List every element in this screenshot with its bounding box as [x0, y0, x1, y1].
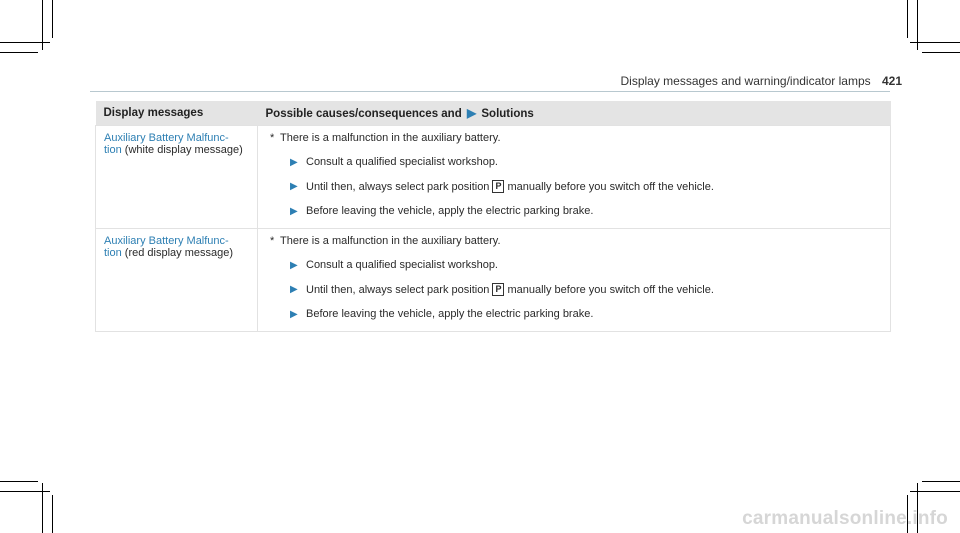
step-arrow-icon: ▶ [290, 157, 298, 168]
solution-step [290, 308, 882, 321]
crop-mark [0, 481, 38, 482]
col2-header-suffix: Solutions [481, 108, 534, 120]
solution-step [290, 259, 882, 272]
page-number: 421 [881, 74, 902, 88]
step-text-after: manually before you switch off the vehicle. [507, 284, 714, 296]
step-text: Consult a qualified specialist workshop. [306, 156, 498, 168]
cause-text: There is a malfunction in the auxiliary battery. [280, 132, 501, 144]
solution-step [290, 283, 882, 297]
crop-mark [922, 52, 960, 53]
step-arrow-icon: ▶ [290, 206, 298, 217]
crop-mark [0, 42, 50, 43]
park-position-key-icon: P [492, 283, 504, 296]
col-display-messages-header: Display messages [96, 101, 258, 126]
table-row [96, 229, 891, 332]
step-text-before: Until then, always select park position [306, 284, 490, 296]
table-header-row [96, 101, 891, 126]
display-message-cell [96, 229, 258, 332]
step-text [306, 283, 714, 297]
step-text [306, 180, 714, 194]
causes-solutions-cell [258, 126, 891, 229]
cause-item [266, 235, 882, 248]
step-arrow-icon: ▶ [290, 284, 298, 295]
step-text: Consult a qualified specialist workshop. [306, 259, 498, 271]
step-arrow-icon: ▶ [290, 260, 298, 271]
message-link-line2[interactable]: tion [104, 144, 122, 156]
crop-mark [910, 42, 960, 43]
solution-step [290, 205, 882, 218]
message-link-line1[interactable]: Auxiliary Battery Malfunc- [104, 235, 229, 247]
cause-text: There is a malfunction in the auxiliary battery. [280, 235, 501, 247]
crop-mark [52, 495, 53, 533]
message-description: (white display message) [121, 144, 243, 156]
col-causes-solutions-header [258, 101, 891, 126]
crop-mark [922, 481, 960, 482]
step-text-after: manually before you switch off the vehicle. [507, 181, 714, 193]
header-divider [90, 91, 890, 92]
crop-mark [910, 491, 960, 492]
step-arrow-icon: ▶ [290, 181, 298, 192]
crop-mark [52, 0, 53, 38]
crop-mark [907, 0, 908, 38]
cause-item [266, 132, 882, 145]
play-arrow-icon: ▶ [466, 106, 477, 120]
park-position-key-icon: P [492, 180, 504, 193]
asterisk-icon: * [270, 132, 275, 144]
step-arrow-icon: ▶ [290, 309, 298, 320]
solution-step [290, 180, 882, 194]
crop-mark [0, 52, 38, 53]
message-link-line2[interactable]: tion [104, 247, 122, 259]
display-messages-table [95, 101, 891, 332]
step-text: Before leaving the vehicle, apply the electric parking brake. [306, 308, 594, 320]
causes-solutions-cell [258, 229, 891, 332]
page-header [621, 74, 903, 88]
crop-mark [0, 491, 50, 492]
watermark: carmanualsonline.info [742, 508, 948, 529]
col2-header-prefix: Possible causes/consequences and [265, 108, 462, 120]
table-row [96, 126, 891, 229]
message-link-line1[interactable]: Auxiliary Battery Malfunc- [104, 132, 229, 144]
asterisk-icon: * [270, 235, 275, 247]
page-header-title: Display messages and warning/indicator lamps [620, 74, 871, 88]
solution-step [290, 156, 882, 169]
message-description: (red display message) [121, 247, 234, 259]
display-message-cell [96, 126, 258, 229]
step-text-before: Until then, always select park position [306, 181, 490, 193]
step-text: Before leaving the vehicle, apply the electric parking brake. [306, 205, 594, 217]
